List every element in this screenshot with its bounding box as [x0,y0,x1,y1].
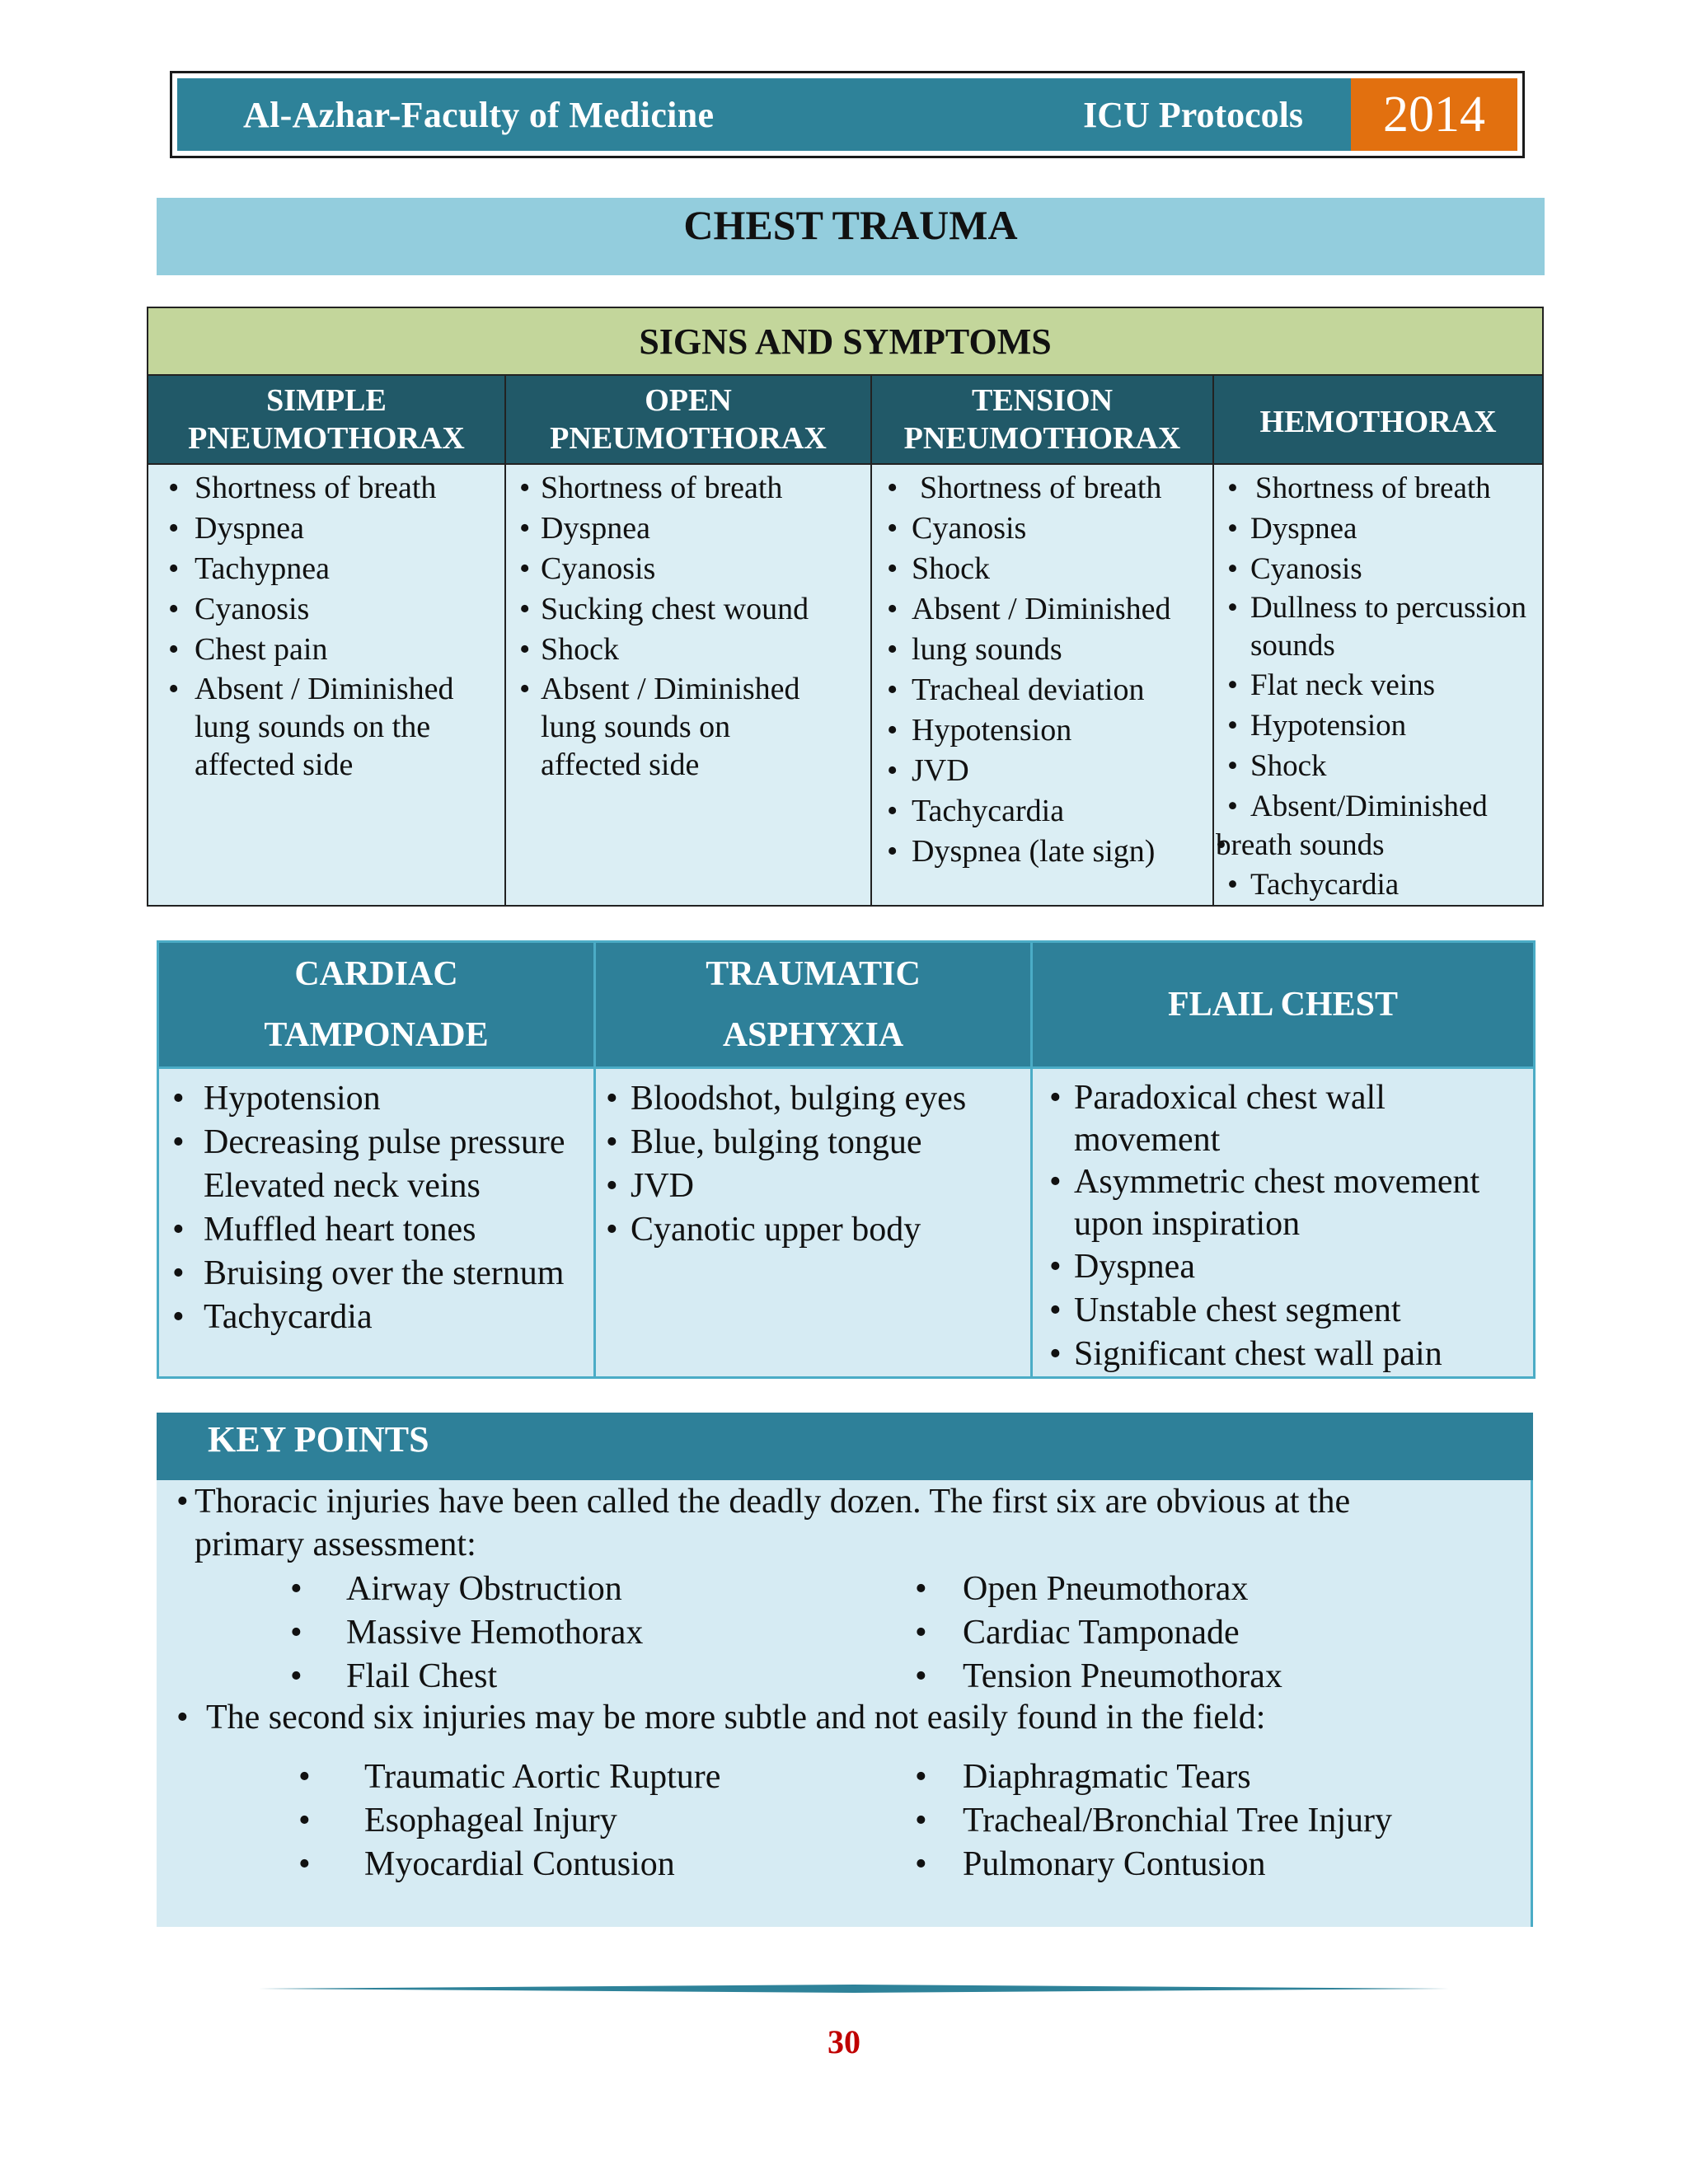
column-header: TENSION PNEUMOTHORAX [871,375,1213,464]
institution-name: Al-Azhar-Faculty of Medicine [243,94,715,135]
list-item: • Shortness of breath [887,468,1206,509]
list-item: • Dyspnea (late sign) [887,832,1206,872]
list-item: • Tachycardia [172,1296,587,1339]
list-item: • Dullness to percussion sounds [1227,589,1536,665]
page-number: 30 [828,2023,860,2060]
list-item-continuation: • breath sounds [1216,827,1536,865]
column-header: SIMPLE PNEUMOTHORAX [148,375,505,464]
key-point-1 [176,1480,1514,1566]
flail-chest-cell [1032,1068,1535,1378]
page-title-bar [157,198,1545,275]
list-item: • Shortness of breath [1227,468,1536,509]
footer-divider [259,1985,1449,1993]
list-item: • lung sounds [887,630,1206,670]
list-item: • Airway Obstruction [290,1570,622,1608]
key-point-2 [176,1696,1514,1739]
list-item: • Shortness of breath [168,468,498,509]
list-item: • Bruising over the sternum [172,1252,587,1296]
list-item: • Cyanosis [887,509,1206,549]
list-item: • Cyanosis [1227,549,1536,589]
list-item: • Traumatic Aortic Rupture [298,1758,721,1796]
list-item: • Diaphragmatic Tears [915,1758,1251,1796]
page-title: CHEST TRAUMA [683,202,1018,248]
column-header: OPEN PNEUMOTHORAX [505,375,871,464]
list-item: • Flat neck veins [1227,665,1536,705]
more-signs-header-row [158,942,1535,1068]
symptom-list [172,1077,587,1339]
list-item: • Cardiac Tamponade [915,1614,1240,1652]
more-signs-table [157,940,1536,1379]
list-item: • Absent / Diminished lung sounds on the affected side [168,670,498,784]
list-item: • Flail Chest [290,1657,498,1695]
list-item: • Thoracic injuries have been called the deadly dozen. The first six are obvious at the primary assessment: [176,1480,1514,1566]
list-item: • Tracheal/Bronchial Tree Injury [915,1802,1393,1840]
list-item: • Paradoxical chest wall movement [1049,1077,1526,1161]
page-header [170,71,1525,158]
key-point-list [176,1480,1514,1566]
signs-header-row [148,375,1543,464]
list-item: • Hypotension [1227,705,1536,746]
list-item: • JVD [887,751,1206,791]
signs-content-row [148,464,1543,906]
signs-banner-row [148,307,1543,375]
list-item: • Bloodshot, bulging eyes [606,1077,1024,1121]
list-item: • Sucking chest wound [519,589,864,630]
list-item: • Decreasing pulse pressure Elevated neck veins [172,1121,587,1208]
symptom-list [1049,1077,1526,1376]
list-item: • Shock [519,630,864,670]
list-item: • Tachypnea [168,549,498,589]
symptom-list [887,468,1206,872]
list-item: • Cyanosis [519,549,864,589]
list-item: • Blue, bulging tongue [606,1121,1024,1165]
list-item: • Absent / Diminished [887,589,1206,630]
list-item: • Tension Pneumothorax [915,1657,1282,1695]
hemothorax-cell [1213,464,1543,906]
list-item: • Shortness of breath [519,468,864,509]
list-item: • Hypotension [172,1077,587,1121]
header-bar [177,78,1517,151]
list-item: • Absent/Diminished [1227,786,1536,827]
list-item: • Asymmetric chest movement upon inspiration [1049,1161,1526,1245]
column-header: FLAIL CHEST [1032,942,1535,1068]
list-item: • Significant chest wall pain [1049,1333,1526,1376]
section-name: ICU Protocols [1083,94,1303,135]
list-item: • Shock [887,549,1206,589]
list-item: • Unstable chest segment [1049,1289,1526,1333]
list-item: • Esophageal Injury [298,1802,617,1840]
list-item: • The second six injuries may be more subtle and not easily found in the field: [176,1696,1514,1739]
list-item: • Tachycardia [1227,865,1536,905]
signs-banner: SIGNS AND SYMPTOMS [148,307,1543,375]
list-item: • Cyanosis [168,589,498,630]
list-item: • Chest pain [168,630,498,670]
list-item: • Dyspnea [1049,1245,1526,1289]
year-badge: 2014 [1351,78,1517,151]
cardiac-tamponade-cell [158,1068,595,1378]
symptom-list [168,468,498,784]
symptom-list [606,1077,1024,1252]
list-item: • Absent / Diminished lung sounds on affected side [519,670,864,784]
simple-pneumothorax-cell [148,464,505,906]
column-header: HEMOTHORAX [1213,375,1543,464]
list-item: • Cyanotic upper body [606,1208,1024,1252]
key-points-body [157,1480,1533,1927]
signs-table [147,307,1544,907]
list-item: • Massive Hemothorax [290,1614,644,1652]
list-item: • Muffled heart tones [172,1208,587,1252]
list-item: • Dyspnea [519,509,864,549]
key-point-list [176,1696,1514,1739]
symptom-list [1216,468,1536,905]
list-item: • Dyspnea [168,509,498,549]
list-item: • Hypotension [887,710,1206,751]
list-item: • JVD [606,1165,1024,1208]
symptom-list [519,468,864,784]
list-item: • Dyspnea [1227,509,1536,549]
open-pneumothorax-cell [505,464,871,906]
more-signs-content-row [158,1068,1535,1378]
list-item: • Tachycardia [887,791,1206,832]
list-item: • Pulmonary Contusion [915,1845,1266,1883]
list-item: • Myocardial Contusion [298,1845,675,1883]
list-item: • Tracheal deviation [887,670,1206,710]
tension-pneumothorax-cell [871,464,1213,906]
list-item: • Shock [1227,746,1536,786]
column-header: CARDIAC TAMPONADE [158,942,595,1068]
list-item: • Open Pneumothorax [915,1570,1249,1608]
key-points-heading: KEY POINTS [157,1413,1533,1480]
column-header: TRAUMATIC ASPHYXIA [595,942,1032,1068]
traumatic-asphyxia-cell [595,1068,1032,1378]
